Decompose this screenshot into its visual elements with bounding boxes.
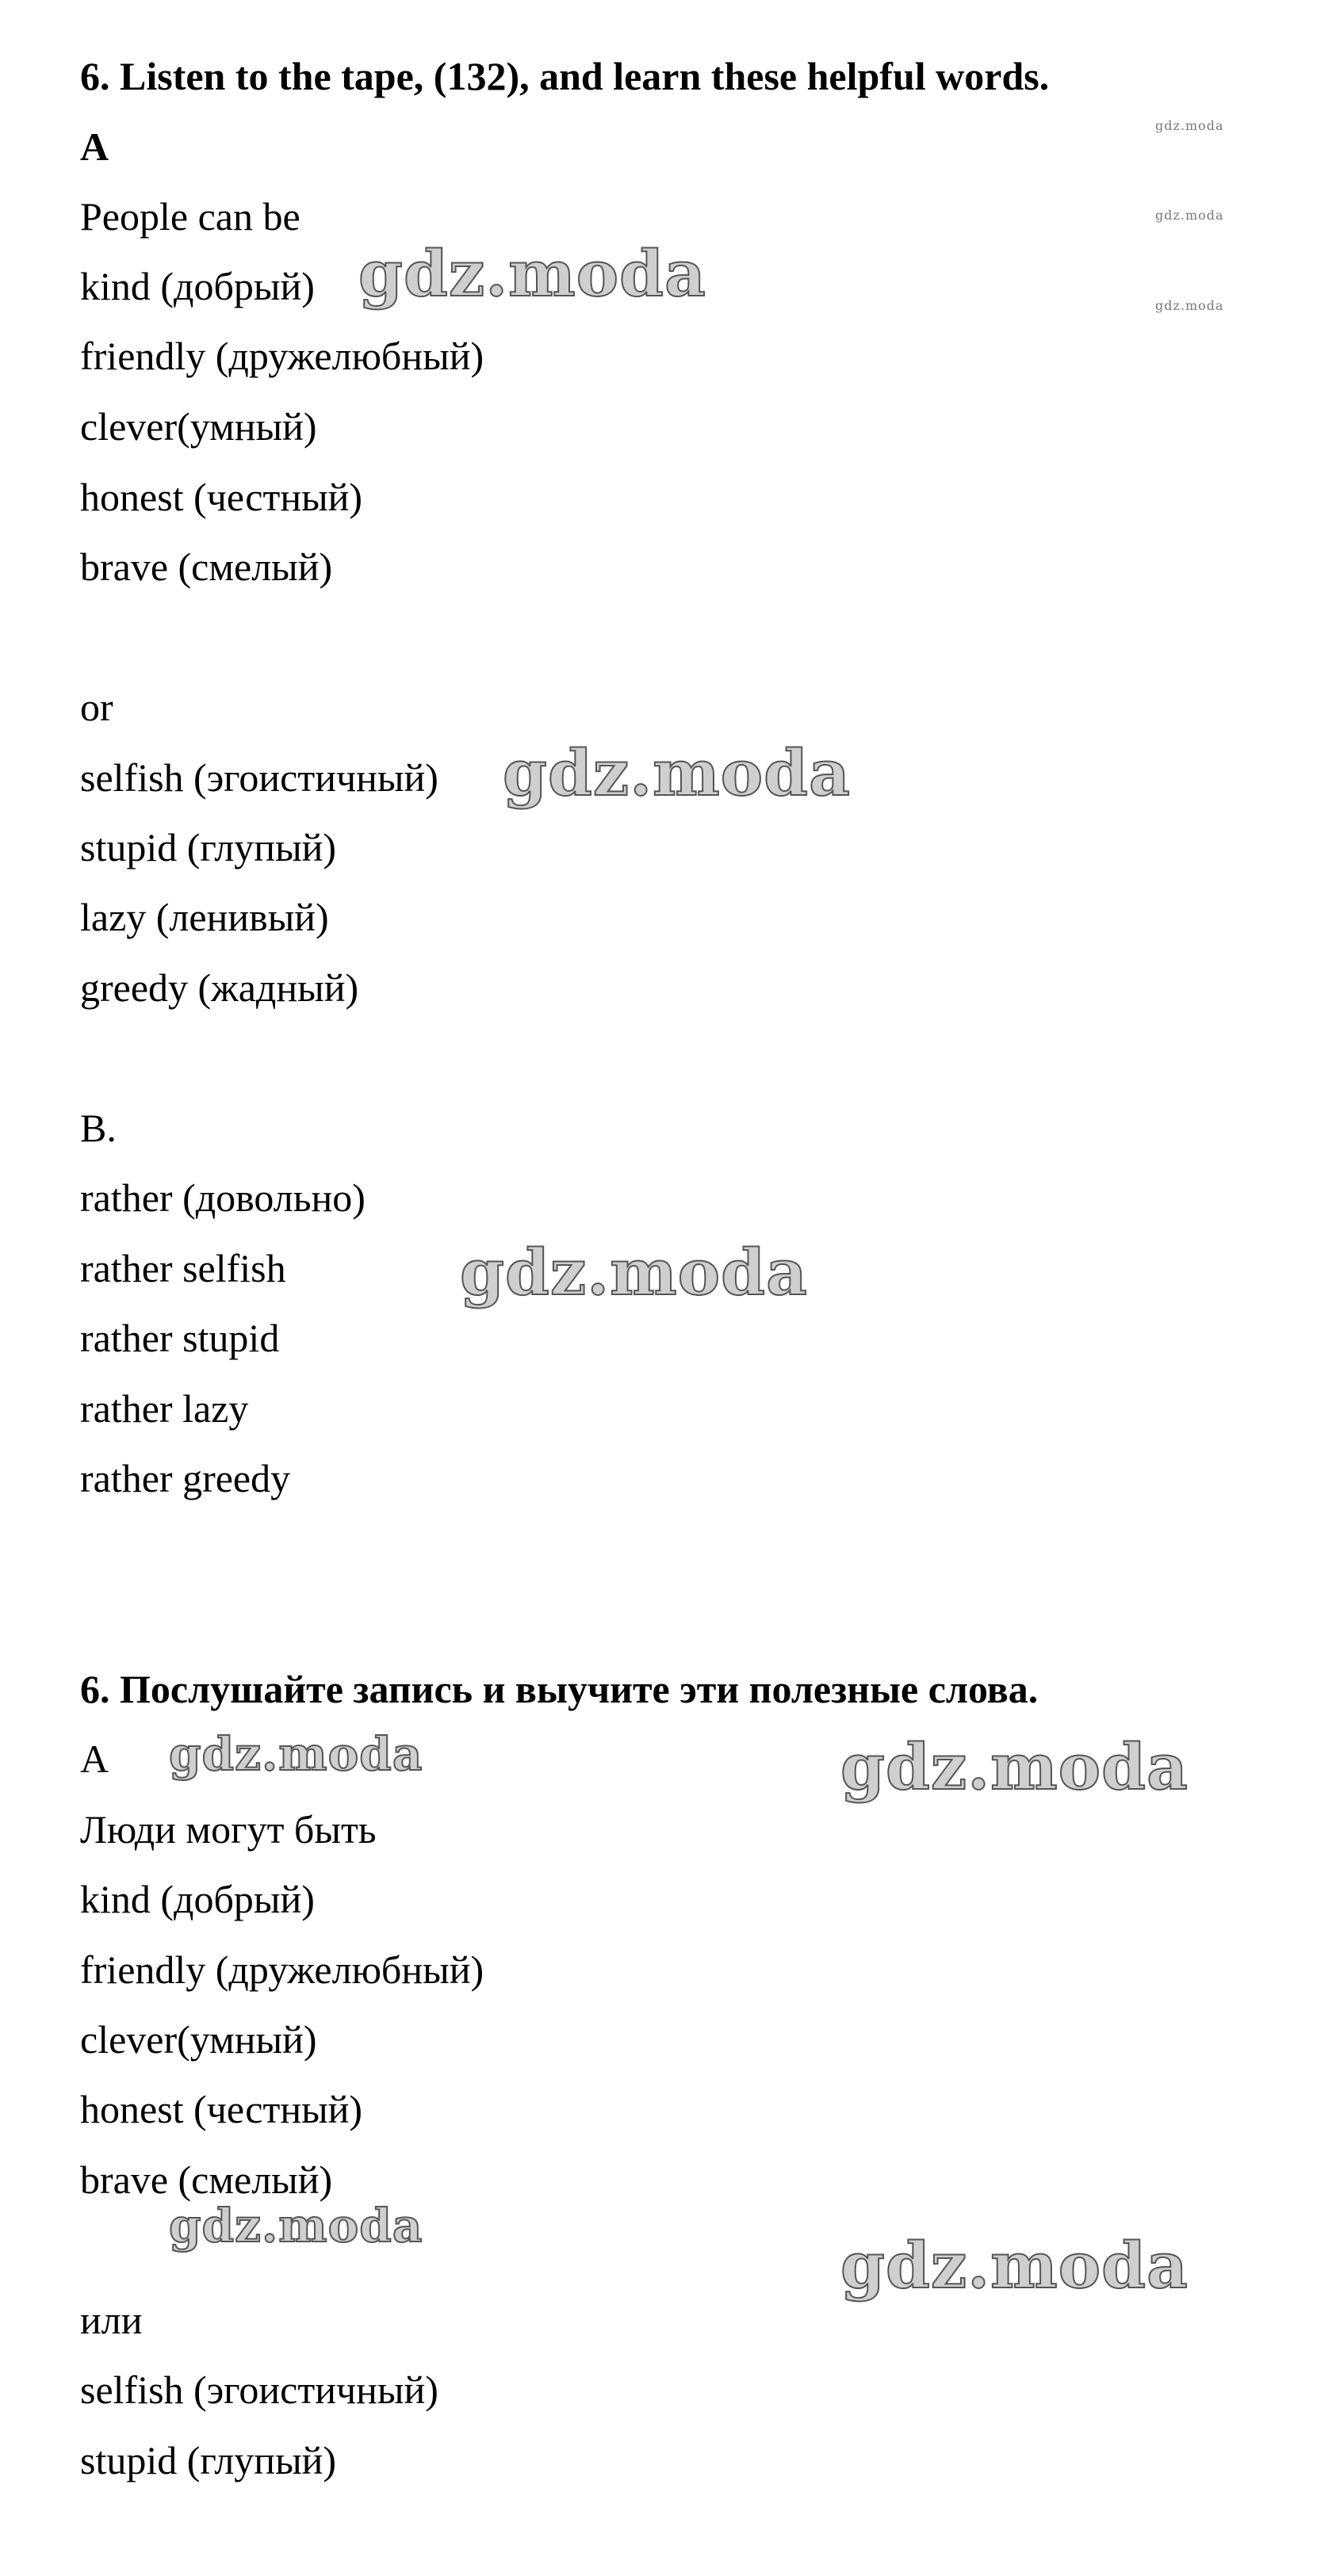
word-line: rather selfish	[80, 1246, 286, 1290]
word-line: kind (добрый)	[80, 1877, 315, 1921]
word-line: or	[80, 685, 113, 729]
word-line: greedy (жадный)	[80, 965, 359, 1010]
word-line: friendly (дружелюбный)	[80, 334, 484, 378]
word-line: People can be	[80, 194, 300, 239]
section-b-en: B.	[80, 1106, 117, 1150]
section-a-en: A	[80, 124, 109, 169]
watermark: gdz.moda	[840, 2228, 1188, 2303]
word-line: rather (довольно)	[80, 1175, 366, 1220]
watermark: gdz.moda	[1155, 118, 1224, 133]
watermark: gdz.moda	[503, 736, 851, 810]
word-line: honest (честный)	[80, 2087, 363, 2131]
watermark: gdz.moda	[840, 1729, 1188, 1804]
watermark: gdz.moda	[169, 1727, 423, 1781]
word-line: lazy (ленивый)	[80, 895, 329, 939]
word-line: stupid (глупый)	[80, 825, 337, 869]
word-line: rather greedy	[80, 1456, 291, 1500]
word-line: или	[80, 2298, 143, 2342]
watermark: gdz.moda	[1155, 298, 1224, 313]
watermark: gdz.moda	[358, 236, 706, 311]
watermark: gdz.moda	[1155, 208, 1224, 223]
word-line: clever(умный)	[80, 404, 317, 449]
heading-en: 6. Listen to the tape, (132), and learn these helpful words.	[80, 54, 1050, 98]
word-line: selfish (эгоистичный)	[80, 2368, 438, 2412]
section-a-ru: А	[80, 1737, 109, 1781]
word-line: honest (честный)	[80, 475, 363, 519]
word-line: friendly (дружелюбный)	[80, 1947, 484, 1992]
watermark: gdz.moda	[460, 1235, 808, 1309]
word-line: stupid (глупый)	[80, 2438, 337, 2482]
word-line: rather stupid	[80, 1316, 280, 1360]
word-line: selfish (эгоистичный)	[80, 755, 438, 800]
word-line: clever(умный)	[80, 2017, 317, 2062]
word-line: brave (смелый)	[80, 545, 333, 589]
word-line: brave (смелый)	[80, 2157, 333, 2202]
watermark: gdz.moda	[169, 2199, 423, 2253]
word-line: rather lazy	[80, 1386, 249, 1431]
word-line: Люди могут быть	[80, 1807, 377, 1852]
heading-ru: 6. Послушайте запись и выучите эти полезные слова.	[80, 1667, 1039, 1711]
word-line: kind (добрый)	[80, 264, 315, 308]
